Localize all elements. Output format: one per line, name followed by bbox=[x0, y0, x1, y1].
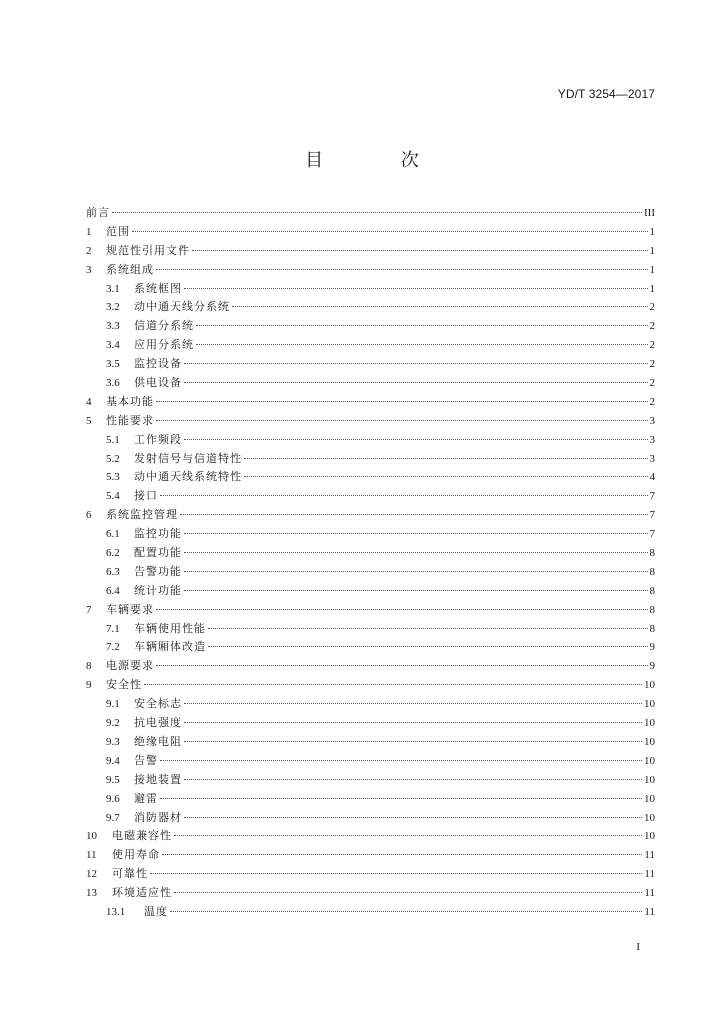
toc-entry-page: 10 bbox=[644, 679, 655, 692]
toc-dot-leader bbox=[162, 854, 642, 855]
toc-entry-number: 3.1 bbox=[106, 282, 120, 295]
toc-dot-leader bbox=[184, 382, 648, 383]
toc-entry-number: 9.3 bbox=[106, 735, 120, 748]
toc-entry-title: 告警功能 bbox=[134, 564, 182, 578]
toc-entry-number: 9.2 bbox=[106, 717, 120, 730]
toc-entry-page: 10 bbox=[644, 830, 655, 843]
toc-entry-title: 监控功能 bbox=[134, 527, 182, 541]
toc-dot-leader bbox=[112, 212, 642, 213]
toc-entry-number: 6 bbox=[86, 509, 92, 522]
toc-entry-number: 9 bbox=[86, 679, 92, 692]
toc-entry-number: 13.1 bbox=[106, 905, 126, 918]
toc-entry-page: 8 bbox=[649, 547, 655, 560]
toc-entry[interactable] bbox=[86, 468, 655, 487]
toc-entry-number: 10 bbox=[86, 830, 97, 843]
toc-entry[interactable] bbox=[86, 771, 655, 790]
toc-entry[interactable] bbox=[86, 506, 655, 525]
toc-dot-leader bbox=[180, 514, 648, 515]
toc-entry-page: 11 bbox=[644, 868, 655, 881]
toc-entry-number: 7.2 bbox=[106, 641, 120, 654]
toc-entry-title: 接地装置 bbox=[134, 772, 182, 786]
toc-entry-title: 安全标志 bbox=[134, 697, 182, 711]
toc-entry[interactable] bbox=[86, 752, 655, 771]
toc-entry-number: 11 bbox=[86, 849, 97, 862]
toc-entry-number: 9.6 bbox=[106, 792, 120, 805]
toc-entry-title: 工作频段 bbox=[134, 432, 182, 446]
toc-entry-page: 10 bbox=[644, 735, 655, 748]
toc-entry[interactable] bbox=[86, 317, 655, 336]
toc-entry-page: 2 bbox=[649, 301, 655, 314]
toc-entry-title: 性能要求 bbox=[106, 413, 154, 427]
toc-dot-leader bbox=[132, 231, 648, 232]
toc-dot-leader bbox=[184, 722, 642, 723]
toc-dot-leader bbox=[184, 571, 648, 572]
toc-entry-page: 11 bbox=[644, 905, 655, 918]
toc-entry-title: 安全性 bbox=[106, 678, 142, 692]
toc-entry-page: III bbox=[644, 207, 655, 219]
toc-entry-title: 告警 bbox=[134, 753, 158, 767]
toc-dot-leader bbox=[184, 533, 648, 534]
toc-dot-leader bbox=[184, 741, 642, 742]
toc-entry-page: 10 bbox=[644, 717, 655, 730]
toc-entry[interactable] bbox=[86, 714, 655, 733]
toc-entry[interactable] bbox=[86, 412, 655, 431]
toc-dot-leader bbox=[196, 325, 648, 326]
toc-entry-title: 系统组成 bbox=[106, 262, 154, 276]
toc-entry-title: 系统监控管理 bbox=[106, 508, 178, 522]
toc-entry[interactable] bbox=[86, 676, 655, 695]
page-title: 目 次 bbox=[305, 150, 455, 171]
toc-entry-title: 电源要求 bbox=[106, 659, 154, 673]
toc-entry-page: 2 bbox=[649, 377, 655, 390]
toc-entry-page: 10 bbox=[644, 754, 655, 767]
page-number: I bbox=[636, 941, 640, 953]
toc-entry-page: 11 bbox=[644, 887, 655, 900]
toc-entry-number: 3.4 bbox=[106, 339, 120, 352]
toc-entry-number: 4 bbox=[86, 395, 92, 408]
toc-entry[interactable] bbox=[86, 601, 655, 620]
standard-code-header: YD/T 3254—2017 bbox=[557, 87, 655, 101]
toc-entry-page: 9 bbox=[649, 641, 655, 654]
toc-dot-leader bbox=[160, 798, 642, 799]
toc-entry[interactable] bbox=[86, 223, 655, 242]
toc-entry-number: 6.4 bbox=[106, 584, 120, 597]
toc-entry-number: 13 bbox=[86, 887, 97, 900]
toc-entry-number: 6.1 bbox=[106, 528, 120, 541]
toc-dot-leader bbox=[184, 590, 648, 591]
toc-entry-page: 3 bbox=[649, 452, 655, 465]
toc-entry-title: 抗电强度 bbox=[134, 716, 182, 730]
toc-entry-page: 7 bbox=[649, 509, 655, 522]
toc-dot-leader bbox=[184, 552, 648, 553]
toc-entry-page: 8 bbox=[649, 603, 655, 616]
toc-entry[interactable] bbox=[86, 261, 655, 280]
toc-dot-leader bbox=[170, 911, 642, 912]
toc-entry-number: 7.1 bbox=[106, 622, 120, 635]
toc-entry-page: 10 bbox=[644, 773, 655, 786]
toc-entry-page: 1 bbox=[649, 263, 655, 276]
toc-entry-number: 9.5 bbox=[106, 773, 120, 786]
toc-dot-leader bbox=[184, 363, 648, 364]
toc-dot-leader bbox=[244, 476, 648, 477]
toc-entry-title: 供电设备 bbox=[134, 376, 182, 390]
toc-entry-title: 前言 bbox=[86, 206, 110, 219]
toc-entry[interactable] bbox=[86, 563, 655, 582]
toc-entry-page: 10 bbox=[644, 698, 655, 711]
toc-dot-leader bbox=[174, 892, 642, 893]
toc-entry-page: 2 bbox=[649, 320, 655, 333]
toc-entry-page: 8 bbox=[649, 584, 655, 597]
toc-dot-leader bbox=[208, 628, 648, 629]
toc-dot-leader bbox=[156, 609, 648, 610]
toc-entry[interactable] bbox=[86, 903, 655, 922]
toc-entry[interactable] bbox=[86, 657, 655, 676]
toc-entry[interactable] bbox=[86, 355, 655, 374]
toc-entry-page: 1 bbox=[649, 244, 655, 257]
toc-entry[interactable] bbox=[86, 298, 655, 317]
toc-entry[interactable] bbox=[86, 582, 655, 601]
toc-entry-number: 3.5 bbox=[106, 358, 120, 371]
toc-entry[interactable] bbox=[86, 544, 655, 563]
toc-entry-page: 7 bbox=[649, 490, 655, 503]
toc-entry[interactable] bbox=[86, 374, 655, 393]
toc-entry[interactable] bbox=[86, 525, 655, 544]
toc-entry[interactable] bbox=[86, 242, 655, 261]
toc-entry-title: 规范性引用文件 bbox=[106, 243, 190, 257]
toc-entry-title: 配置功能 bbox=[134, 546, 182, 560]
toc-dot-leader bbox=[196, 344, 648, 345]
toc-dot-leader bbox=[156, 420, 648, 421]
toc-entry[interactable] bbox=[86, 450, 655, 469]
table-of-contents bbox=[86, 204, 655, 922]
toc-entry-number: 6.2 bbox=[106, 547, 120, 560]
toc-entry-title: 统计功能 bbox=[134, 583, 182, 597]
toc-entry-title: 环境适应性 bbox=[112, 886, 172, 900]
toc-entry[interactable] bbox=[86, 280, 655, 299]
toc-dot-leader bbox=[208, 646, 648, 647]
toc-entry-title: 应用分系统 bbox=[134, 338, 194, 352]
toc-entry[interactable] bbox=[86, 431, 655, 450]
toc-entry[interactable] bbox=[86, 827, 655, 846]
toc-entry[interactable] bbox=[86, 336, 655, 355]
toc-entry-page: 8 bbox=[649, 565, 655, 578]
toc-dot-leader bbox=[156, 665, 648, 666]
toc-entry[interactable] bbox=[86, 620, 655, 639]
toc-entry-title: 绝缘电阻 bbox=[134, 734, 182, 748]
toc-dot-leader bbox=[232, 306, 648, 307]
toc-entry[interactable] bbox=[86, 865, 655, 884]
toc-entry-title: 基本功能 bbox=[106, 394, 154, 408]
toc-entry-number: 6.3 bbox=[106, 565, 120, 578]
toc-entry[interactable] bbox=[86, 790, 655, 809]
toc-entry-number: 1 bbox=[86, 225, 92, 238]
toc-entry-title: 可靠性 bbox=[112, 867, 148, 881]
toc-entry-number: 3.3 bbox=[106, 320, 120, 333]
toc-entry-page: 7 bbox=[649, 528, 655, 541]
toc-dot-leader bbox=[160, 760, 642, 761]
toc-entry-page: 4 bbox=[649, 471, 655, 484]
toc-entry-title: 车辆使用性能 bbox=[134, 621, 206, 635]
toc-entry-title: 范围 bbox=[106, 224, 130, 238]
toc-entry-title: 温度 bbox=[144, 904, 168, 918]
toc-entry-title: 信道分系统 bbox=[134, 319, 194, 333]
toc-entry-title: 避雷 bbox=[134, 791, 158, 805]
toc-entry-page: 8 bbox=[649, 622, 655, 635]
toc-entry-title: 消防器材 bbox=[134, 810, 182, 824]
toc-entry-title: 动中通天线系统特性 bbox=[134, 470, 242, 484]
toc-entry-page: 1 bbox=[649, 282, 655, 295]
toc-entry-title: 车辆要求 bbox=[106, 602, 154, 616]
toc-entry-number: 9.7 bbox=[106, 811, 120, 824]
toc-dot-leader bbox=[184, 779, 642, 780]
toc-dot-leader bbox=[156, 269, 648, 270]
toc-entry-page: 10 bbox=[644, 811, 655, 824]
toc-entry-page: 1 bbox=[649, 225, 655, 238]
toc-entry[interactable] bbox=[86, 695, 655, 714]
toc-entry-title: 发射信号与信道特性 bbox=[134, 451, 242, 465]
toc-entry-number: 2 bbox=[86, 244, 92, 257]
toc-entry-page: 9 bbox=[649, 660, 655, 673]
toc-dot-leader bbox=[174, 835, 642, 836]
toc-entry[interactable] bbox=[86, 487, 655, 506]
toc-dot-leader bbox=[244, 458, 648, 459]
toc-entry-page: 2 bbox=[649, 339, 655, 352]
toc-entry-page: 2 bbox=[649, 358, 655, 371]
toc-dot-leader bbox=[184, 817, 642, 818]
toc-entry-page: 2 bbox=[649, 395, 655, 408]
toc-entry-title: 动中通天线分系统 bbox=[134, 300, 230, 314]
toc-entry-page: 10 bbox=[644, 792, 655, 805]
toc-entry-number: 5.2 bbox=[106, 452, 120, 465]
toc-entry-title: 使用寿命 bbox=[112, 848, 160, 862]
toc-entry[interactable] bbox=[86, 846, 655, 865]
toc-entry-title: 系统框图 bbox=[134, 281, 182, 295]
toc-entry-page: 3 bbox=[649, 414, 655, 427]
toc-entry-title: 接口 bbox=[134, 489, 158, 503]
toc-entry[interactable] bbox=[86, 733, 655, 752]
toc-entry-number: 12 bbox=[86, 868, 97, 881]
toc-entry-title: 电磁兼容性 bbox=[112, 829, 172, 843]
toc-entry-title: 监控设备 bbox=[134, 357, 182, 371]
toc-entry-number: 3.6 bbox=[106, 377, 120, 390]
toc-entry-number: 8 bbox=[86, 660, 92, 673]
toc-dot-leader bbox=[192, 250, 648, 251]
toc-entry[interactable] bbox=[86, 809, 655, 828]
toc-entry-number: 5 bbox=[86, 414, 92, 427]
toc-entry-page: 11 bbox=[644, 849, 655, 862]
toc-entry[interactable] bbox=[86, 638, 655, 657]
toc-entry[interactable] bbox=[86, 393, 655, 412]
toc-entry[interactable] bbox=[86, 884, 655, 903]
toc-dot-leader bbox=[144, 684, 642, 685]
toc-entry-number: 5.1 bbox=[106, 433, 120, 446]
toc-entry-number: 3.2 bbox=[106, 301, 120, 314]
toc-dot-leader bbox=[160, 495, 648, 496]
toc-entry[interactable] bbox=[86, 204, 655, 223]
toc-dot-leader bbox=[184, 439, 648, 440]
toc-dot-leader bbox=[184, 288, 648, 289]
toc-entry-number: 5.3 bbox=[106, 471, 120, 484]
toc-entry-number: 7 bbox=[86, 603, 92, 616]
toc-entry-number: 3 bbox=[86, 263, 92, 276]
toc-entry-number: 9.4 bbox=[106, 754, 120, 767]
toc-dot-leader bbox=[156, 401, 648, 402]
toc-entry-number: 5.4 bbox=[106, 490, 120, 503]
toc-dot-leader bbox=[184, 703, 642, 704]
toc-entry-title: 车辆厢体改造 bbox=[134, 640, 206, 654]
toc-dot-leader bbox=[150, 873, 642, 874]
toc-entry-number: 9.1 bbox=[106, 698, 120, 711]
toc-entry-page: 3 bbox=[649, 433, 655, 446]
